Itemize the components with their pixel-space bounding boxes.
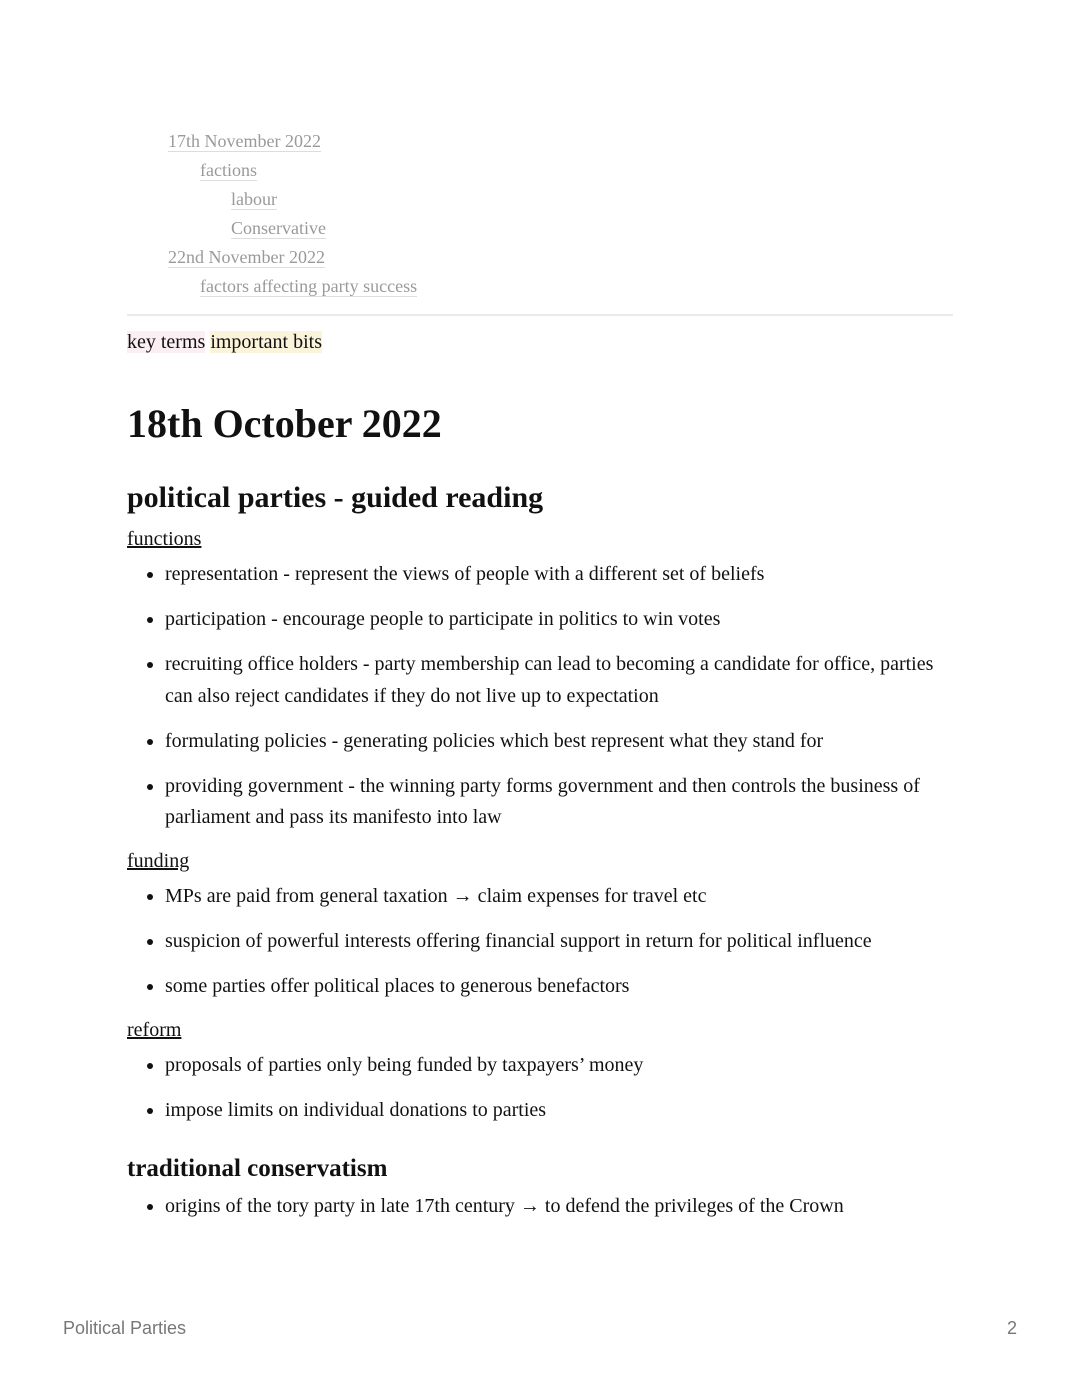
divider [127, 314, 953, 316]
table-of-contents [168, 128, 417, 302]
subheading-funding: funding [127, 850, 190, 872]
important-bits-label: important bits [210, 331, 322, 353]
toc-link[interactable]: 22nd November 2022 [168, 247, 325, 267]
list-item: • representation - represent the views of people with a different set of beliefs [165, 559, 953, 591]
list-item: • suspicion of powerful interests offering financial support in return for political influence [165, 926, 953, 958]
list-item: • impose limits on individual donations to parties [165, 1095, 953, 1127]
conservatism-list [127, 1191, 953, 1223]
list-item: • proposals of parties only being funded by taxpayers’ money [165, 1050, 953, 1082]
toc-link[interactable]: factions [200, 160, 257, 180]
functions-list [127, 559, 953, 834]
toc-item[interactable] [168, 244, 417, 273]
funding-list [127, 881, 953, 1003]
list-item: • participation - encourage people to participate in politics to win votes [165, 604, 953, 636]
toc-link[interactable]: 17th November 2022 [168, 131, 321, 151]
list-item: • MPs are paid from general taxation → claim expenses for travel etc [165, 881, 953, 913]
list-item: • providing government - the winning party forms government and then controls the business of parliament and pass its manifesto into law [165, 771, 953, 834]
subheading-functions: functions [127, 528, 202, 550]
toc-link[interactable]: Conservative [231, 218, 326, 238]
toc-link[interactable]: factors affecting party success [200, 276, 418, 296]
page-number: 2 [1006, 1318, 1017, 1338]
highlight-legend [127, 328, 953, 356]
subsection-heading: traditional conservatism [127, 1154, 388, 1182]
toc-item[interactable] [168, 215, 417, 244]
date-heading: 18th October 2022 [127, 401, 442, 446]
list-item: • recruiting office holders - party membership can lead to becoming a candidate for office, parties can also reject candidates if they do not live up to expectation [165, 649, 953, 712]
list-item: • some parties offer political places to generous benefactors [165, 971, 953, 1003]
toc-item[interactable] [168, 128, 417, 157]
toc-link[interactable]: labour [231, 189, 277, 209]
list-item: • formulating policies - generating policies which best represent what they stand for [165, 726, 953, 758]
subheading-reform: reform [127, 1019, 182, 1041]
list-item: • origins of the tory party in late 17th century → to defend the privileges of the Crown [165, 1191, 953, 1223]
key-terms-label: key terms [127, 331, 206, 353]
toc-item[interactable] [168, 186, 417, 215]
toc-item[interactable] [168, 157, 417, 186]
toc-item[interactable] [168, 273, 417, 302]
footer-title: Political Parties [63, 1318, 187, 1338]
reform-list [127, 1050, 953, 1127]
page-content [127, 328, 953, 1236]
section-heading: political parties - guided reading [127, 481, 544, 514]
